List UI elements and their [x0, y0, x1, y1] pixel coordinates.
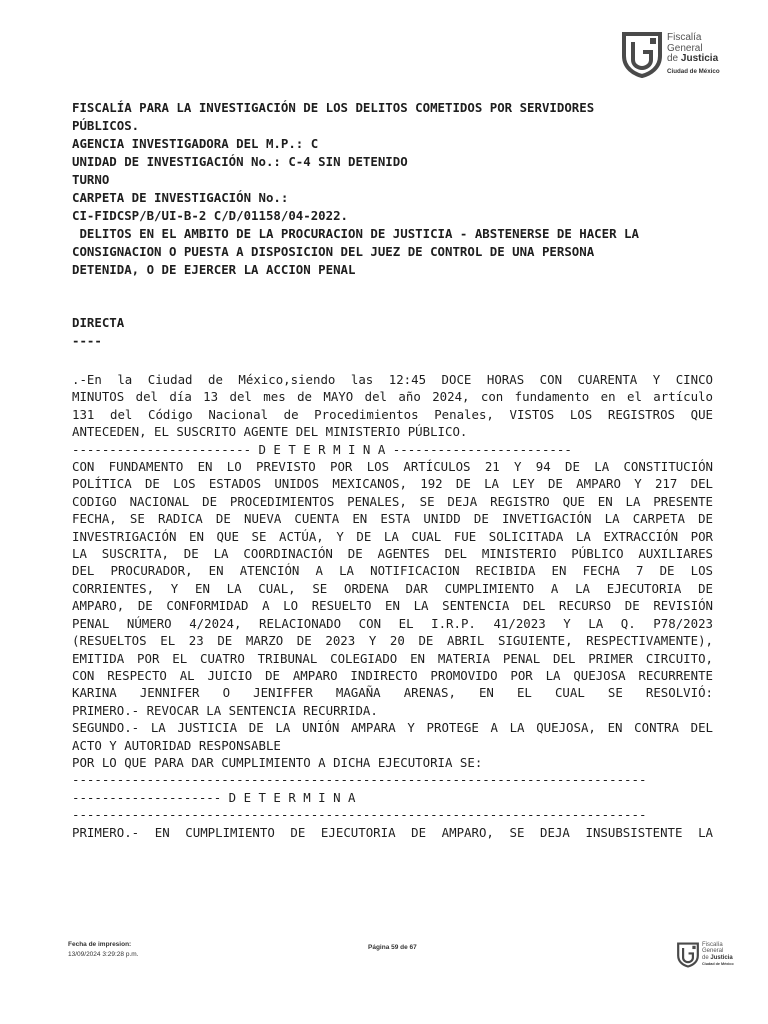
header-line: AGENCIA INVESTIGADORA DEL M.P.: C	[72, 136, 319, 151]
intro-line: MINUTOS del día 13 del mes de MAYO del año 2024, con fundamento en el artículo	[72, 389, 713, 405]
print-date-value: 13/09/2024 3:29:28 p.m.	[68, 951, 139, 958]
body-line: POLÍTICA DE LOS ESTADOS UNIDOS MEXICANOS, 192 DE LA LEY DE AMPARO Y 217 DEL	[72, 476, 713, 492]
intro-line: .-En la Ciudad de México,siendo las 12:45 DOCE HORAS CON CUARENTA Y CINCO	[72, 372, 713, 387]
logo-line-3-prefix: de	[702, 954, 709, 961]
final-line: PRIMERO.- EN CUMPLIMIENTO DE EJECUTORIA DE AMPARO, SE DEJA INSUBSISTENTE LA	[72, 824, 713, 840]
header-line: CONSIGNACION O PUESTA A DISPOSICION DEL JUEZ DE CONTROL DE UNA PERSONA	[72, 244, 595, 259]
body-line: CORRIENTES, Y EN LA CUAL, SE ORDENA DAR CUMPLIMIENTO A LA EJECUTORIA DE	[72, 580, 713, 596]
logo-line-2: General	[667, 42, 703, 54]
logo-line-4: Ciudad de México	[667, 67, 720, 75]
directa-title: DIRECTA	[72, 315, 125, 330]
header-line: DETENIDA, O DE EJERCER LA ACCION PENAL	[72, 262, 356, 277]
logo-line-1: Fiscalía	[702, 942, 723, 949]
body-line: FECHA, SE RADICA DE NUEVA CUENTA EN ESTA UNIDD DE INVETIGACIÓN LA CARPETA DE	[72, 511, 713, 527]
body-line: CODIGO NACIONAL DE PROCEDIMIENTOS PENALES, SE DEJA REGISTRO QUE EN LA PRESENTE	[72, 493, 713, 509]
fgj-logo-footer	[676, 941, 734, 968]
body-line: AMPARO, DE CONFORMIDAD A LO RESUELTO EN LA SENTENCIA DEL RECURSO DE REVISIÓN	[72, 598, 713, 614]
intro-line: 131 del Código Nacional de Procedimientos Penales, VISTOS LOS REGISTROS QUE	[72, 406, 713, 422]
body-line: EMITIDA POR EL CUATRO TRIBUNAL COLEGIADO EN MATERIA PENAL DEL PRIMER CIRCUITO,	[72, 650, 713, 666]
directa-section	[72, 314, 712, 350]
determina-heading: ------------------------ D E T E R M I N A ------------------------	[72, 441, 572, 457]
dash-separator: -----------------------------------------------------------------------------	[72, 807, 647, 823]
logo-line-2: General	[702, 948, 724, 955]
fgj-emblem-icon	[676, 941, 700, 968]
body-line: DEL PROCURADOR, EN ATENCIÓN A LA NOTIFICACION RECIBIDA EN FECHA 7 DE LOS	[72, 563, 713, 579]
logo-line-3-bold: Justicia	[710, 954, 733, 961]
body-line: KARINA JENNIFER O JENIFFER MAGAÑA ARENAS, EN EL CUAL SE RESOLVIÓ:	[72, 685, 713, 701]
logo-line-1: Fiscalía	[667, 32, 702, 43]
header-line: FISCALÍA PARA LA INVESTIGACIÓN DE LOS DELITOS COMETIDOS POR SERVIDORES	[72, 100, 595, 115]
logo-line-3-prefix: de	[667, 53, 679, 64]
body-line: (RESUELTOS EL 23 DE MARZO DE 2023 Y 20 DE ABRIL SIGUIENTE, RESPECTIVAMENTE),	[72, 633, 713, 649]
fgj-emblem-icon	[620, 30, 664, 78]
header-line: CARPETA DE INVESTIGACIÓN No.:	[72, 190, 289, 205]
logo-line-3-bold: Justicia	[680, 53, 719, 64]
fgj-logo	[620, 30, 720, 78]
header-line: TURNO	[72, 172, 110, 187]
body-line: LA SUSCRITA, DE LA COORDINACIÓN DE AGENTES DEL MINISTERIO PÚBLICO AUXILIARES	[72, 546, 713, 562]
resolution-line: SEGUNDO.- LA JUSTICIA DE LA UNIÓN AMPARA Y PROTEGE A LA QUEJOSA, EN CONTRA DEL	[72, 720, 713, 736]
header-line: CI-FIDCSP/B/UI-B-2 C/D/01158/04-2022.	[72, 208, 349, 223]
resolution-line: POR LO QUE PARA DAR CUMPLIMIENTO A DICHA EJECUTORIA SE:	[72, 754, 483, 770]
body-line: INVESTRIGACIÓN EN QUE SE ACTÚA, Y DE LA CUAL FUE SOLICITADA LA EXTRACCIÓN POR	[72, 528, 713, 544]
determina-heading: -------------------- D E T E R M I N A	[72, 789, 356, 805]
body-line: CON RESPECTO AL JUICIO DE AMPARO INDIRECTO PROMOVIDO POR LA QUEJOSA RECURRENTE	[72, 667, 713, 683]
resolution-line: PRIMERO.- REVOCAR LA SENTENCIA RECURRIDA.	[72, 702, 378, 718]
body-line: PENAL NÚMERO 4/2024, RELACIONADO CON EL I.R.P. 41/2023 Y LA Q. P78/2023	[72, 615, 713, 631]
resolution-line: ACTO Y AUTORIDAD RESPONSABLE	[72, 737, 281, 753]
logo-line-4: Ciudad de México	[702, 962, 734, 966]
document-header	[72, 99, 712, 279]
print-date-label: Fecha de impresion:	[68, 941, 132, 948]
intro-line: ANTECEDEN, EL SUSCRITO AGENTE DEL MINISTERIO PÚBLICO.	[72, 424, 468, 440]
header-line: PÚBLICOS.	[72, 118, 140, 133]
body-line: CON FUNDAMENTO EN LO PREVISTO POR LOS ARTÍCULOS 21 Y 94 DE LA CONSTITUCIÓN	[72, 459, 713, 475]
dash-separator: -----------------------------------------------------------------------------	[72, 772, 647, 788]
header-line: UNIDAD DE INVESTIGACIÓN No.: C-4 SIN DETENIDO	[72, 154, 408, 169]
directa-dashes: ----	[72, 333, 102, 348]
document-body	[72, 371, 713, 841]
page-number: Página 59 de 67	[368, 944, 417, 951]
header-line: DELITOS EN EL AMBITO DE LA PROCURACION DE JUSTICIA - ABSTENERSE DE HACER LA	[72, 226, 639, 241]
